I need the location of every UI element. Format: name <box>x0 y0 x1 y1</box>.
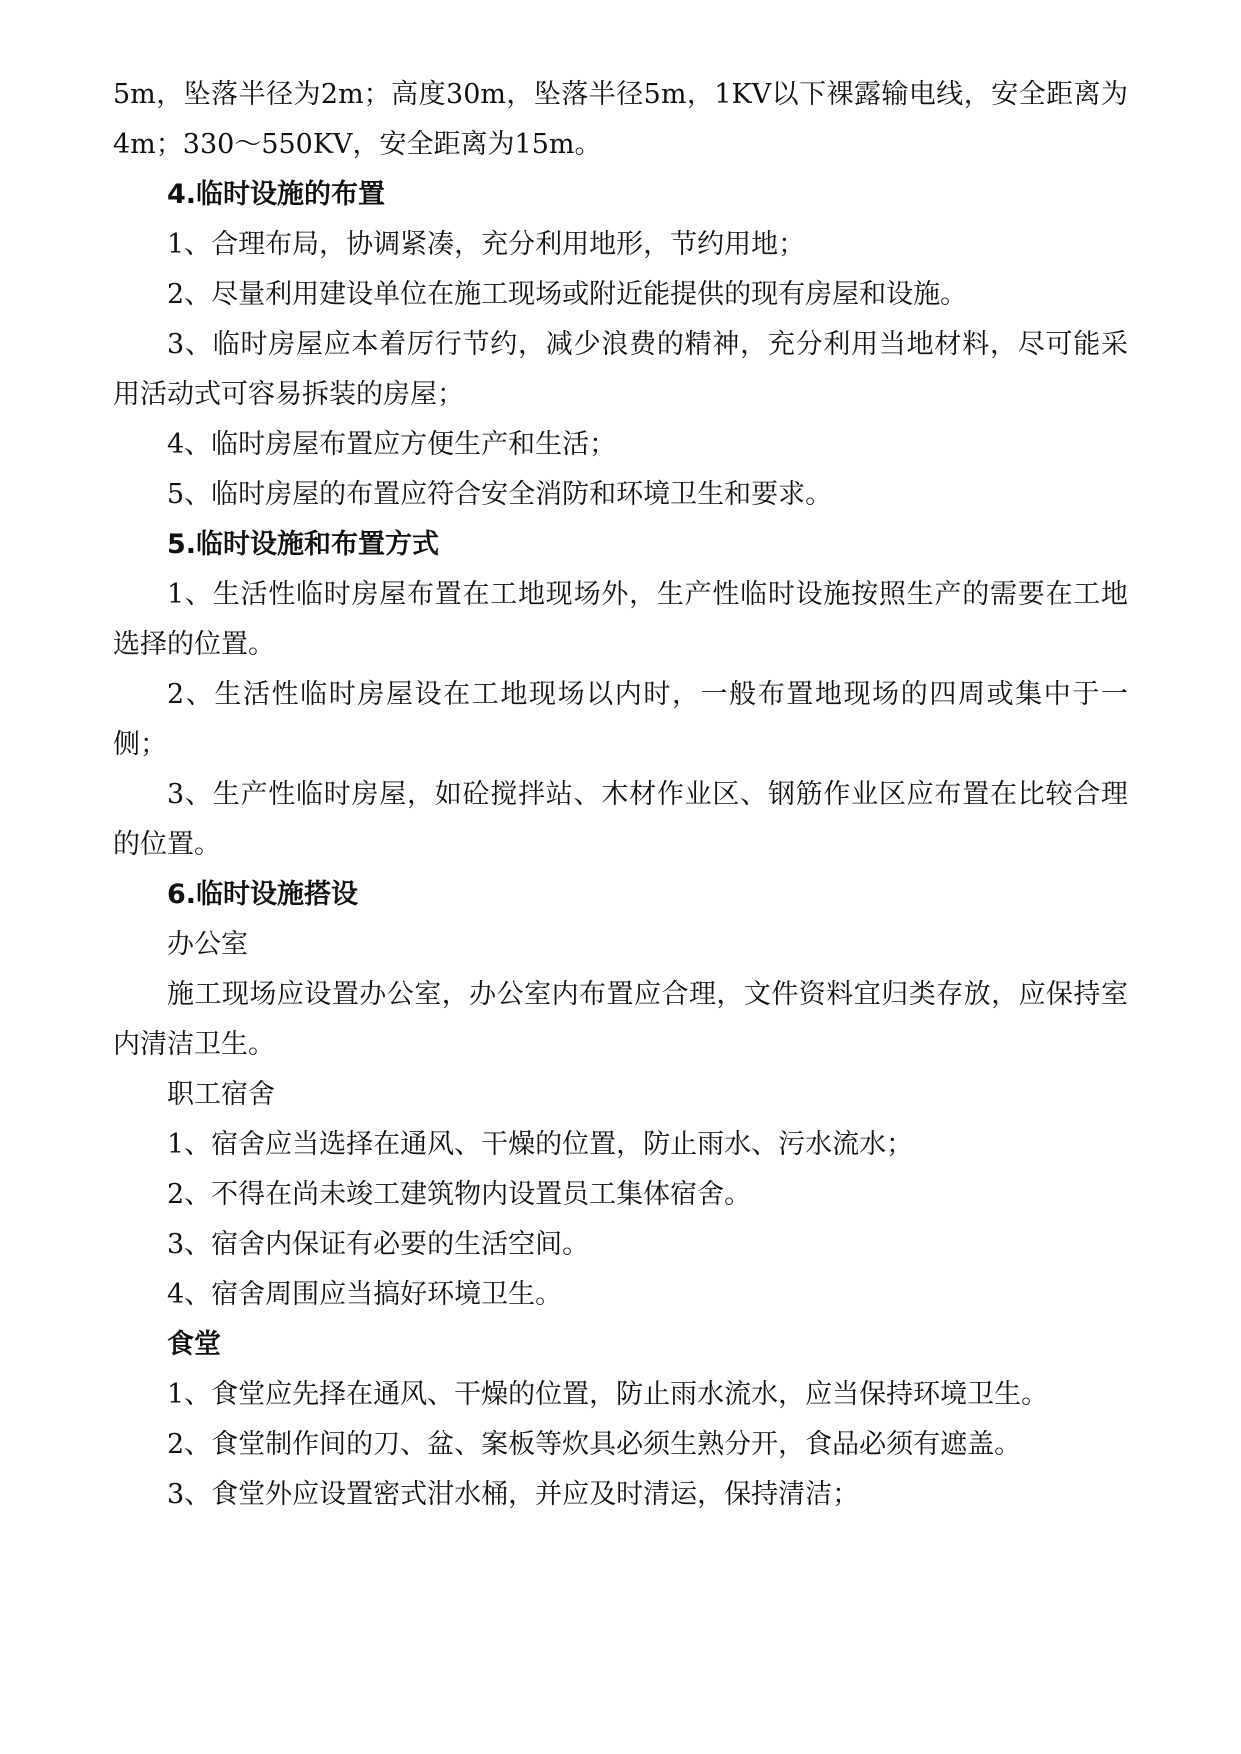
section-4-item-2: 2、尽量利用建设单位在施工现场或附近能提供的现有房屋和设施。 <box>167 279 968 310</box>
dorm-item-2: 2、不得在尚未竣工建筑物内设置员工集体宿舍。 <box>167 1179 752 1210</box>
section-5-item-3: 3、生产性临时房屋，如砼搅拌站、木材作业区、钢筋作业区应布置在比较合理的位置。 <box>113 779 1128 860</box>
dorm-item-3: 3、宿舍内保证有必要的生活空间。 <box>167 1229 590 1260</box>
section-4-item-3: 3、临时房屋应本着厉行节约，减少浪费的精神，充分利用当地材料，尽可能采用活动式可容易拆装的房屋； <box>113 329 1128 410</box>
canteen-subheading: 食堂 <box>167 1329 221 1360</box>
section-4-item-1: 1、合理布局，协调紧凑，充分利用地形，节约用地； <box>167 229 806 260</box>
canteen-item-1: 1、食堂应先择在通风、干燥的位置，防止雨水流水，应当保持环境卫生。 <box>167 1379 1049 1410</box>
dorm-item-4: 4、宿舍周围应当搞好环境卫生。 <box>167 1279 563 1310</box>
section-5-heading: 5.临时设施和布置方式 <box>167 529 440 560</box>
section-5-item-1: 1、生活性临时房屋布置在工地现场外，生产性临时设施按照生产的需要在工地选择的位置。 <box>113 579 1128 660</box>
canteen-item-3: 3、食堂外应设置密式泔水桶，并应及时清运，保持清洁； <box>167 1479 860 1510</box>
office-subheading: 办公室 <box>167 929 248 960</box>
document-body <box>113 70 1128 1520</box>
section-6-heading: 6.临时设施搭设 <box>167 879 359 910</box>
canteen-item-2: 2、食堂制作间的刀、盆、案板等炊具必须生熟分开，食品必须有遮盖。 <box>167 1429 1022 1460</box>
section-4-item-5: 5、临时房屋的布置应符合安全消防和环境卫生和要求。 <box>167 479 833 510</box>
section-5-item-2: 2、生活性临时房屋设在工地现场以内时，一般布置地现场的四周或集中于一侧； <box>113 679 1128 760</box>
dorm-subheading: 职工宿舍 <box>167 1079 275 1110</box>
section-4-item-4: 4、临时房屋布置应方便生产和生活； <box>167 429 617 460</box>
dorm-item-1: 1、宿舍应当选择在通风、干燥的位置，防止雨水、污水流水； <box>167 1129 914 1160</box>
continuation-paragraph: 5m，坠落半径为2m；高度30m，坠落半径5m，1KV以下裸露输电线，安全距离为4m；330～550KV，安全距离为15m。 <box>113 79 1128 160</box>
section-4-heading: 4.临时设施的布置 <box>167 179 386 210</box>
office-paragraph: 施工现场应设置办公室，办公室内布置应合理，文件资料宜归类存放，应保持室内清洁卫生。 <box>113 979 1128 1060</box>
